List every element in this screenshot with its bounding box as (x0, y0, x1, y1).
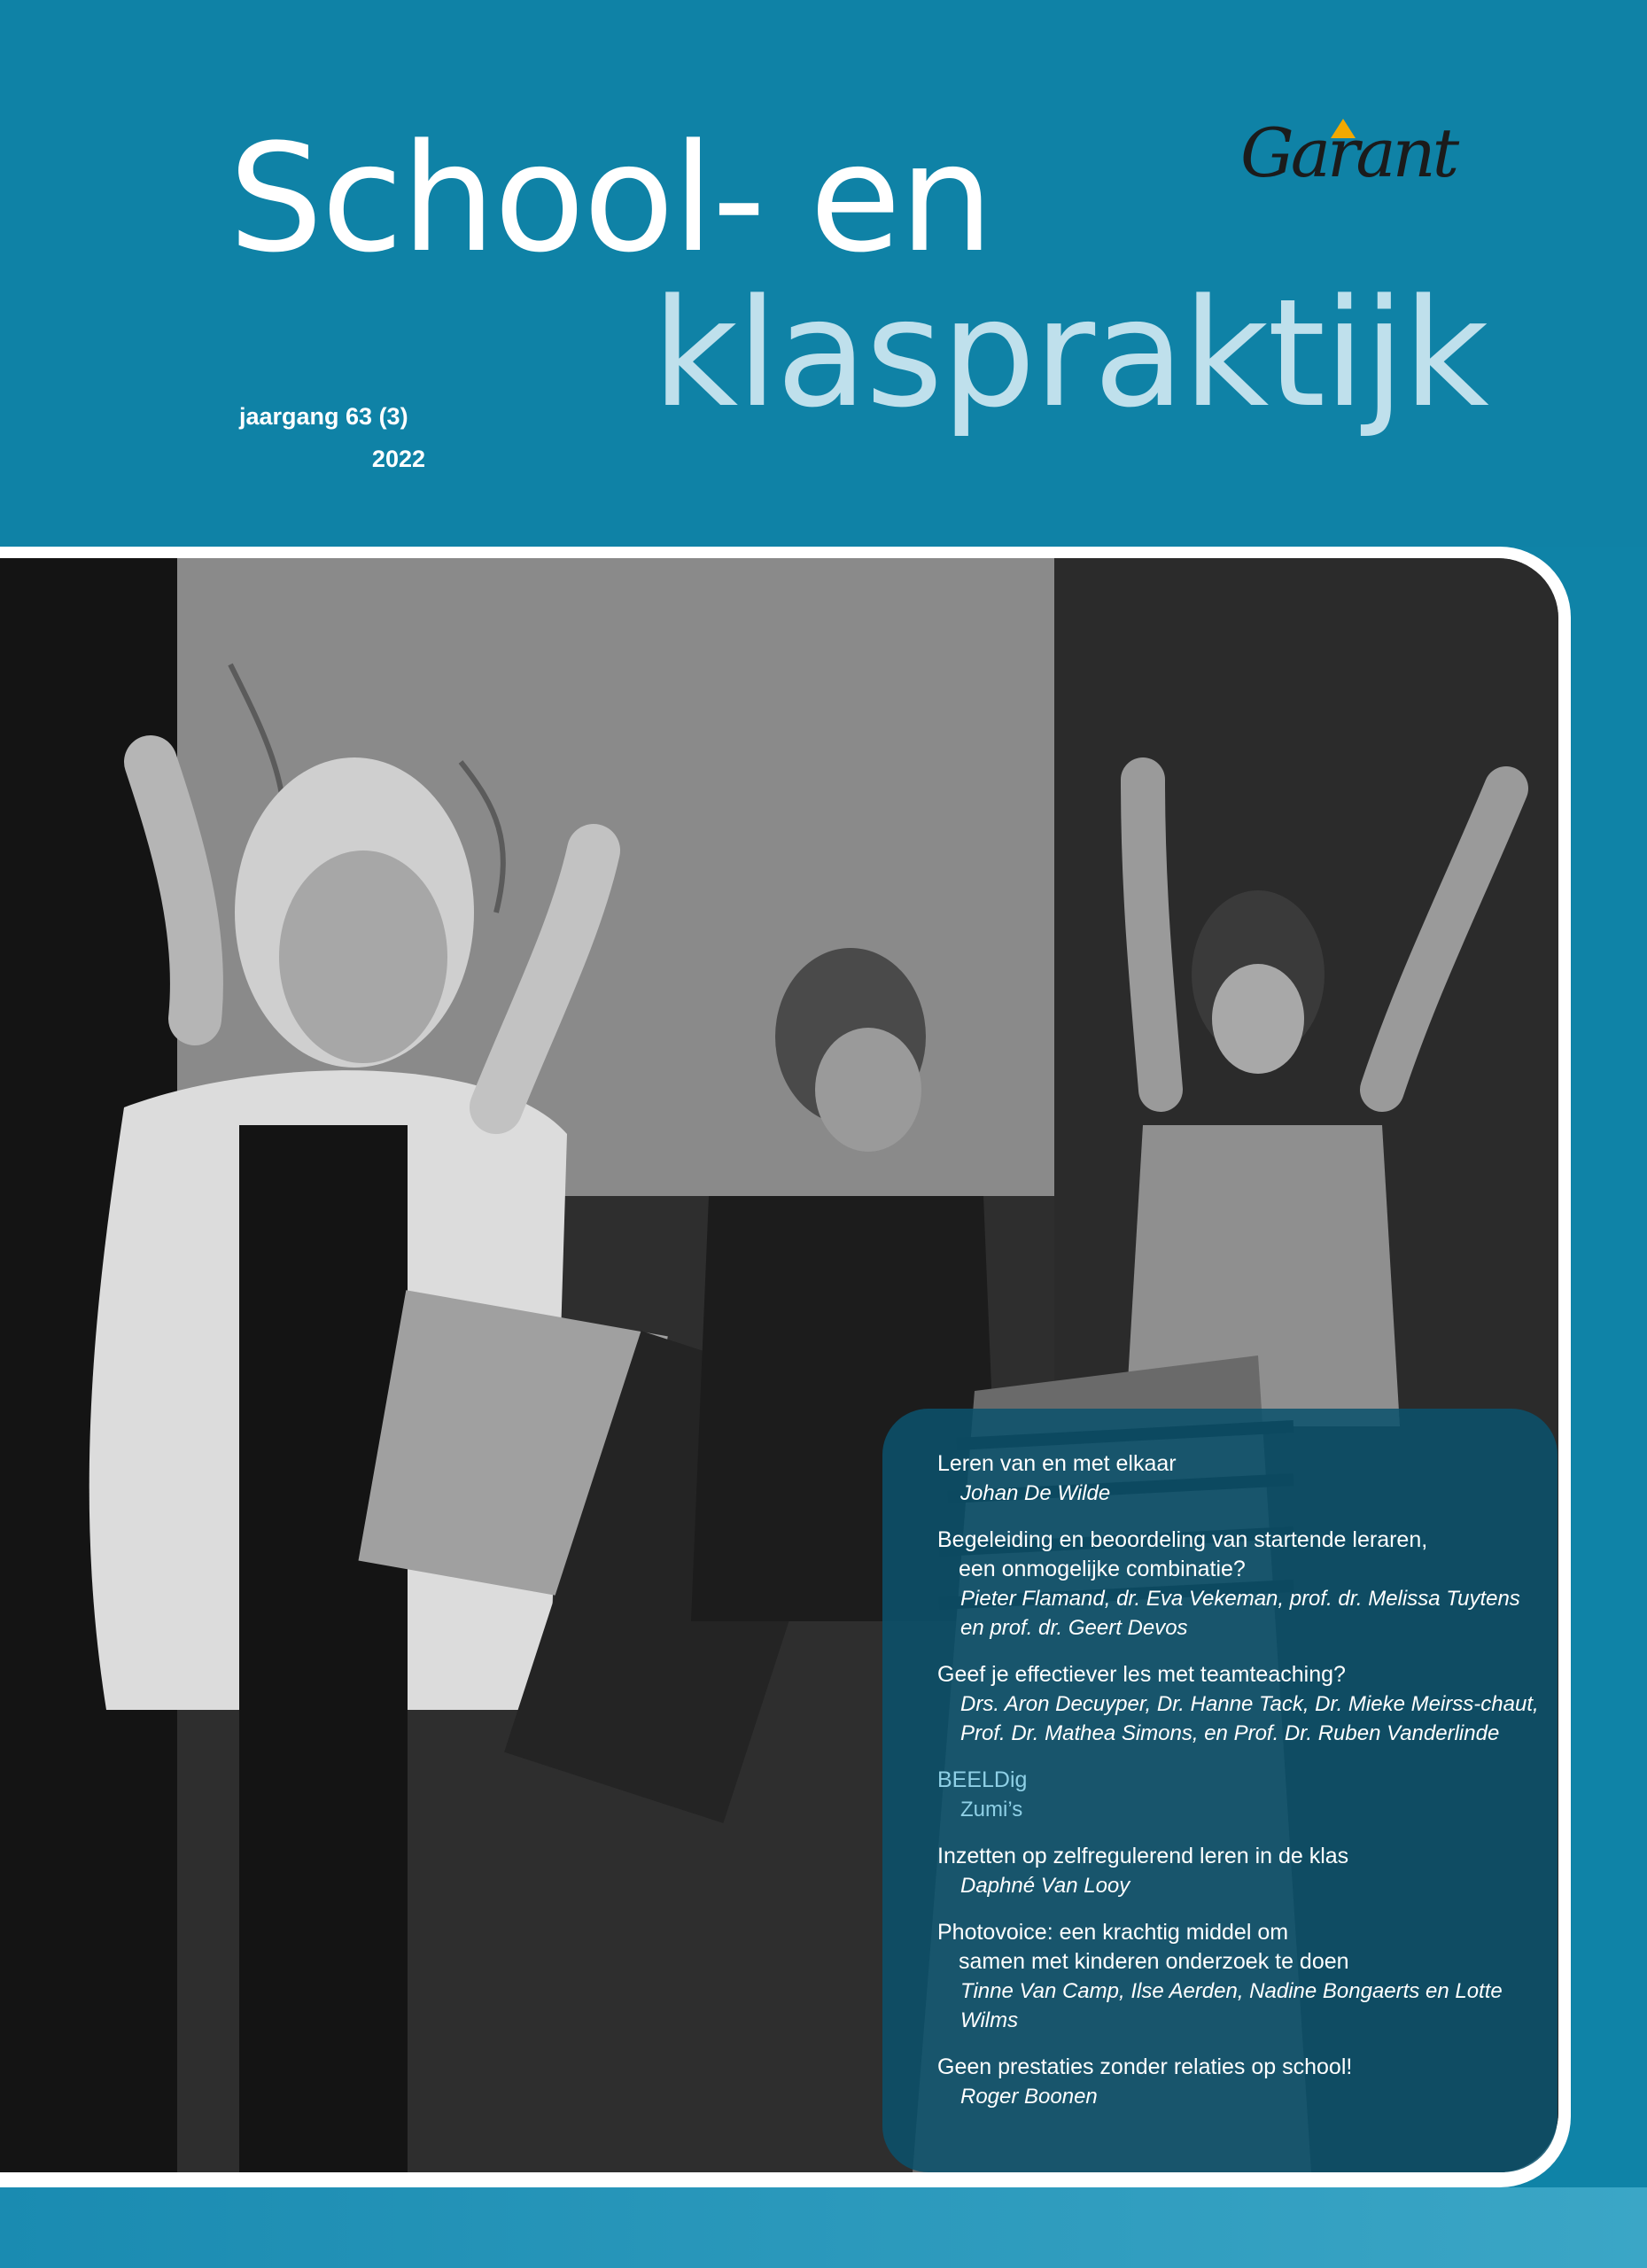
toc-article-title: Geen prestaties zonder relaties op school! (937, 2054, 1353, 2079)
volume-number: jaargang 63 (3) (239, 403, 408, 430)
toc-article-author: Pieter Flamand, dr. Eva Vekeman, prof. dr. Melissa Tuytens en prof. dr. Geert Devos (960, 1587, 1520, 1640)
toc-article-author: Daphné Van Looy (960, 1874, 1130, 1898)
toc-item (937, 1449, 1540, 1508)
volume-year: 2022 (371, 446, 425, 472)
toc-article-author: Drs. Aron Decuyper, Dr. Hanne Tack, Dr. Mieke Meirss-chaut, Prof. Dr. Mathea Simons, en Prof. Dr. Ruben Vanderlinde (960, 1692, 1539, 1745)
toc-article-author: Tinne Van Camp, Ilse Aerden, Nadine Bongaerts en Lotte Wilms (960, 1979, 1503, 2032)
journal-title-line1: School- en (229, 112, 992, 285)
volume-info (239, 395, 425, 480)
toc-article-title: Inzetten op zelfregulerend leren in de klas (937, 1844, 1349, 1868)
toc-item (937, 1766, 1540, 1824)
table-of-contents (937, 1449, 1540, 2129)
toc-article-author: Zumi’s (960, 1798, 1023, 1821)
toc-item (937, 1842, 1540, 1900)
toc-article-title: Begeleiding en beoordeling van startende leraren, een onmogelijke combinatie? (937, 1527, 1428, 1581)
toc-article-author: Roger Boonen (960, 2085, 1098, 2109)
toc-article-title: Photovoice: een krachtig middel om samen met kinderen onderzoek te doen (937, 1920, 1349, 1974)
toc-article-author: Johan De Wilde (960, 1481, 1111, 1505)
toc-item (937, 2053, 1540, 2111)
toc-article-title: BEELDig (937, 1767, 1028, 1792)
journal-title-line2: klaspraktijk (652, 267, 1488, 440)
publisher-logo: Garant (1240, 113, 1457, 192)
toc-article-title: Leren van en met elkaar (937, 1451, 1177, 1476)
logo-accent-icon (1331, 119, 1356, 138)
cover-footer-band (0, 2187, 1647, 2268)
toc-article-title: Geef je effectiever les met teamteaching? (937, 1662, 1346, 1687)
toc-item (937, 1526, 1540, 1643)
toc-item (937, 1918, 1540, 2035)
toc-item (937, 1660, 1540, 1748)
